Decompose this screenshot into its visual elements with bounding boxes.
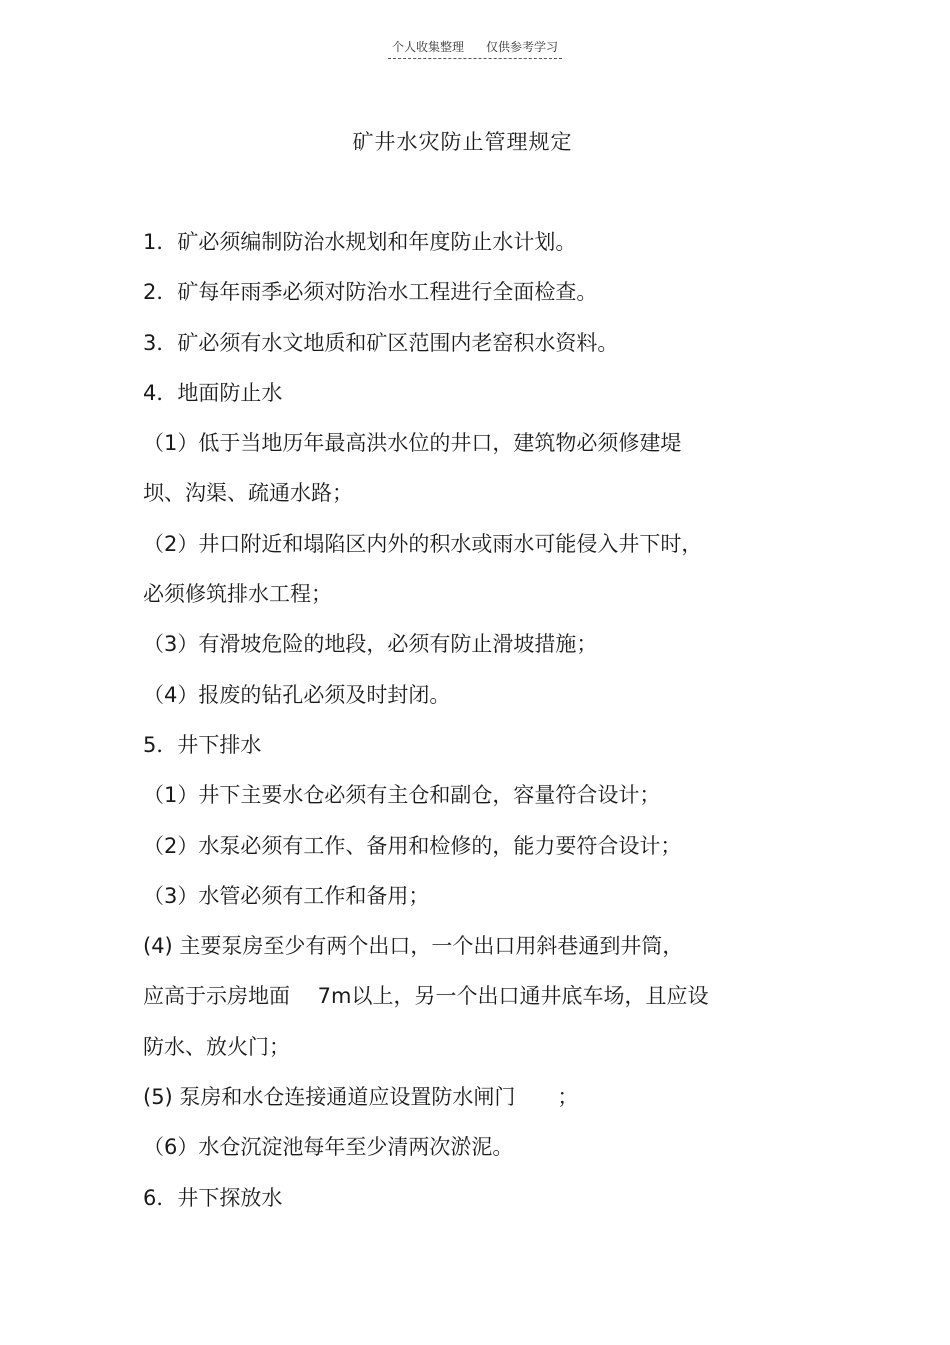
body-line: 防水、放火门； xyxy=(143,1034,290,1059)
body-line: 必须修筑排水工程； xyxy=(143,582,332,607)
document-body xyxy=(143,224,783,1230)
header-right-text: 仅供参考学习 xyxy=(486,40,559,54)
body-line: (4) 主要泵房至少有两个出口，一个出口用斜巷通到井筒， xyxy=(143,934,684,959)
document-title: 矿井水灾防止管理规定 xyxy=(352,130,573,154)
body-line: （4）报废的钻孔必须及时封闭。 xyxy=(143,682,451,707)
body-line: （2）水泵必须有工作、备用和检修的，能力要符合设计； xyxy=(143,833,682,858)
body-line: 2．矿每年雨季必须对防治水工程进行全面检查。 xyxy=(143,280,598,305)
body-line: 5．井下排水 xyxy=(143,732,262,757)
header-left-text: 个人收集整理 xyxy=(391,40,464,54)
body-line: （3）有滑坡危险的地段，必须有防止滑坡措施； xyxy=(143,632,598,657)
body-line: （1）低于当地历年最高洪水位的井口，建筑物必须修建堤 xyxy=(143,431,682,456)
body-line: （6）水仓沉淀池每年至少清两次淤泥。 xyxy=(143,1135,514,1160)
body-line: （1）井下主要水仓必须有主仓和副仓，容量符合设计； xyxy=(143,783,661,808)
body-line: (5) 泵房和水仓连接通道应设置防水闸门 ； xyxy=(143,1085,579,1110)
body-line: 1．矿必须编制防治水规划和年度防止水计划。 xyxy=(143,230,577,254)
body-line: 应高于示房地面 7m以上，另一个出口通井底车场，且应设 xyxy=(143,984,709,1009)
body-line: 4．地面防止水 xyxy=(143,380,283,405)
body-line: 坝、沟渠、疏通水路； xyxy=(143,481,353,506)
page-header xyxy=(0,38,950,59)
body-line: 6．井下探放水 xyxy=(143,1185,283,1210)
body-line: （3）水管必须有工作和备用； xyxy=(143,883,430,908)
page-header-line xyxy=(388,38,562,59)
body-line: （2）井口附近和塌陷区内外的积水或雨水可能侵入井下时， xyxy=(143,531,703,556)
body-line: 3．矿必须有水文地质和矿区范围内老窑积水资料。 xyxy=(143,330,619,355)
